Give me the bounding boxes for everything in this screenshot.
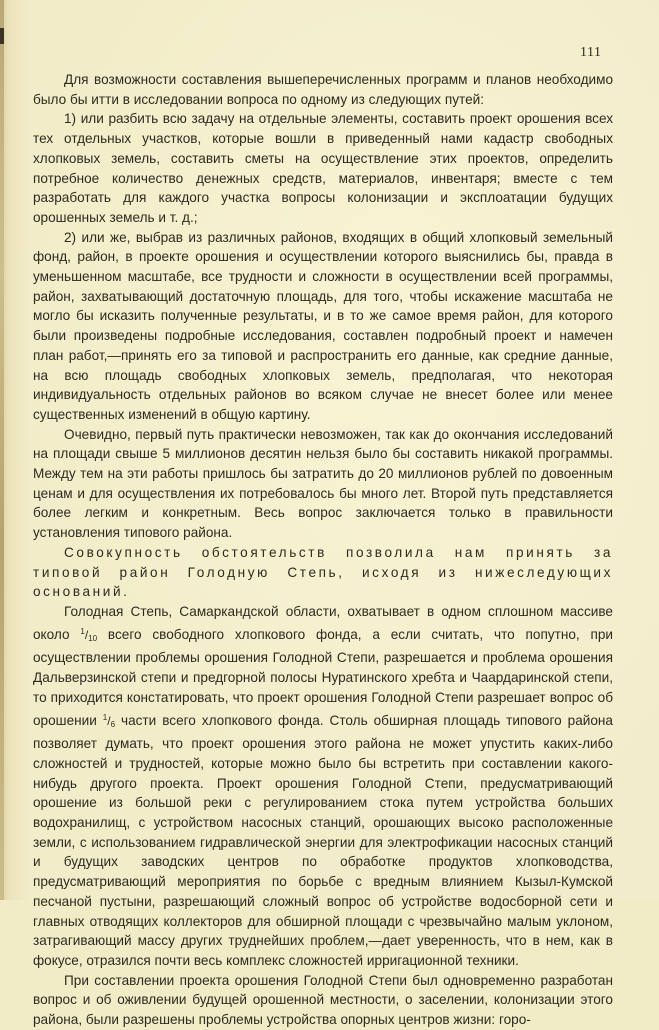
fraction-slash: / — [107, 713, 111, 728]
text-segment: Голодная Степь, Самаркандской области, охватывает в одном сплошном массиве около — [33, 603, 613, 642]
paragraph-first-path: Очевидно, первый путь практически невозможен, так как до окончания исследований на площади свыше 5 миллионов десятин нельзя было бы составить никакой программы. Между тем на эти работы пришлось бы затратить до 20 миллионов рублей по довоенным ценам и для осуществления их потребовалось бы много лет. Второй путь представляется более легким и конкретным. Весь вопрос заключается только в правильности установления типового района. — [33, 426, 613, 541]
paragraph-option-2: 2) или же, выбрав из различных районов, входящих в общий хлопковый земельный фонд, район, в проекте орошения и осуществлении которого выяснились бы, правда в уменьшенном масштабе, все трудности и сложности в осуществлении всей программы, район, захватывающий достаточную площадь, для того, чтобы искажение масштаба не могло бы исказить полученные результаты, и в то же самое время район, для которого были произведены подробные исследования, составлен подробный проект и намечен план работ,—принять его за типовой и распространить его данные, как средние данные, на всю площадь свободных хлопковых земель, предполагая, что некоторая индивидуальность отдельных районов во всяком случае не внесет более или менее существенных изменений в общую картину. — [33, 229, 613, 422]
paragraph-option-1: 1) или разбить всю задачу на отдельные элементы, составить проект орошения всех тех отдельных участков, которые вошли в приведенный нами кадастр свободных хлопковых земель, составить сметы на осуществление этих проектов, определить потребное количество денежных средств, материалов, инвентаря; вместе с тем разработать для каждого участка вопросы колонизации и эксплоатации будущих орошенных земель и т. д.; — [33, 111, 613, 225]
fraction-denominator: 6 — [110, 719, 116, 729]
binding-mark — [0, 28, 4, 44]
body-text — [33, 70, 613, 1030]
paragraph-intro: Для возможности составления вышеперечисленных программ и планов необходимо было бы итти в исследовании вопроса по одному из следующих путей: — [33, 72, 613, 107]
fraction-denominator: 10 — [88, 633, 98, 643]
paragraph-typical-region: Совокупность обстоятельств позволила нам принять за типовой район Голодную Степь, исходя из нижеследующих оснований. — [33, 544, 613, 600]
paragraph-golodnaya-step — [33, 602, 613, 971]
text-segment: всего свободного хлопкового фонда, а если считать, что попутно, при осуществлении проблемы орошения Голодной Степи, разрешается и проблема орошения Дальверзинской степи и предгорной полосы Нуратинского хребта и Чаардаринской степи, то приходится констатировать, что проект орошения Голодной Степи разрешает вопрос об орошении — [33, 626, 614, 728]
fraction-numerator: 1 — [102, 712, 108, 722]
paragraph-project-development: При составлении проекта орошения Голодной Степи был одновременно разработан вопрос и об оживлении будущей орошенной местности, о заселении, колонизации этого района, были разрешены проблемы устройства опорных центров жизни: горо- — [33, 972, 613, 1028]
fraction-slash: / — [84, 627, 89, 642]
page-binding-edge — [0, 0, 4, 900]
text-segment: части всего хлопкового фонда. Столь обширная площадь типового района позволяет думать, что проект орошения этого района не может упустить каких-либо сложностей и трудностей, которые можно было бы встретить при составлении какого-нибудь другого проекта. Проект орошения Голодной Степи, предусматривающий орошение из большой реки с регулированием стока путем устройства больших водохранилищ, с устройством насосных станций, орошающих высоко расположенные земли, с использованием гидравлической энергии для электрофикации насосных станций и будущих заводских центров по обработке продуктов хлопководства, предусматривающий мероприятия по борьбе с вредным влиянием Кызыл-Кумской песчаной пустыни, разрешающий сложный вопрос об устройстве водосборной сети и главных отводящих коллекторов для обширной площади с чрезвычайно малым уклоном, затрагивающий массу других труднейших проблем,—дает уверенность, что в нем, как в фокусе, отразился почти весь комплекс сложностей ирригационной техники. — [33, 712, 613, 968]
fraction-numerator: 1 — [80, 626, 85, 636]
page-number: 111 — [580, 45, 602, 60]
